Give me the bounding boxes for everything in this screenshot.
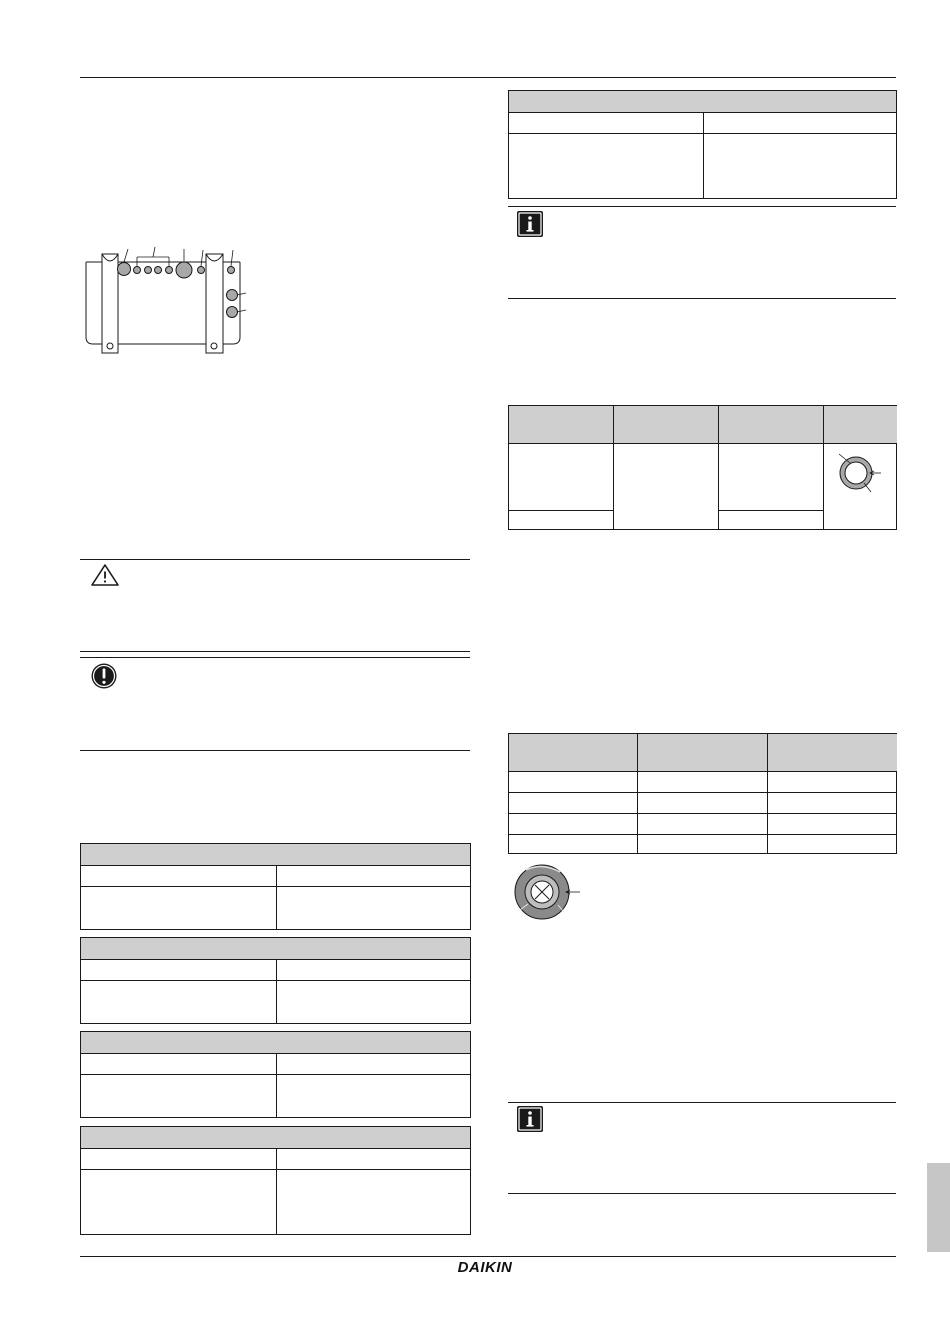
info-2-bottom-rule [508, 1193, 896, 1194]
taped-pipe-cross-section-icon [508, 862, 588, 926]
info-2-top-rule [508, 1102, 896, 1103]
footer-rule [80, 1256, 896, 1257]
left-table-1 [80, 843, 471, 930]
right-table-pipe [508, 405, 897, 530]
left-table-2 [80, 937, 471, 1024]
warning-triangle-icon [90, 563, 120, 587]
right-table-three-col [508, 733, 897, 854]
exclamation-circle-icon [90, 662, 118, 690]
caution-top-rule [80, 559, 470, 560]
info-1-bottom-rule [508, 298, 896, 299]
chapter-side-tab [927, 1163, 950, 1252]
left-table-3 [80, 1031, 471, 1118]
insulated-pipe-cross-section-icon [831, 450, 893, 494]
right-table-top [508, 90, 897, 199]
left-table-4 [80, 1126, 471, 1235]
unit-connection-diagram [78, 242, 248, 357]
information-icon [516, 1105, 544, 1133]
information-icon [516, 210, 544, 238]
notice-bottom-rule [80, 750, 470, 751]
header-rule [80, 77, 896, 78]
caution-bottom-rule [80, 651, 470, 652]
brand-logo: DAIKIN [457, 1259, 513, 1276]
notice-top-rule [80, 657, 470, 658]
info-1-top-rule [508, 206, 896, 207]
